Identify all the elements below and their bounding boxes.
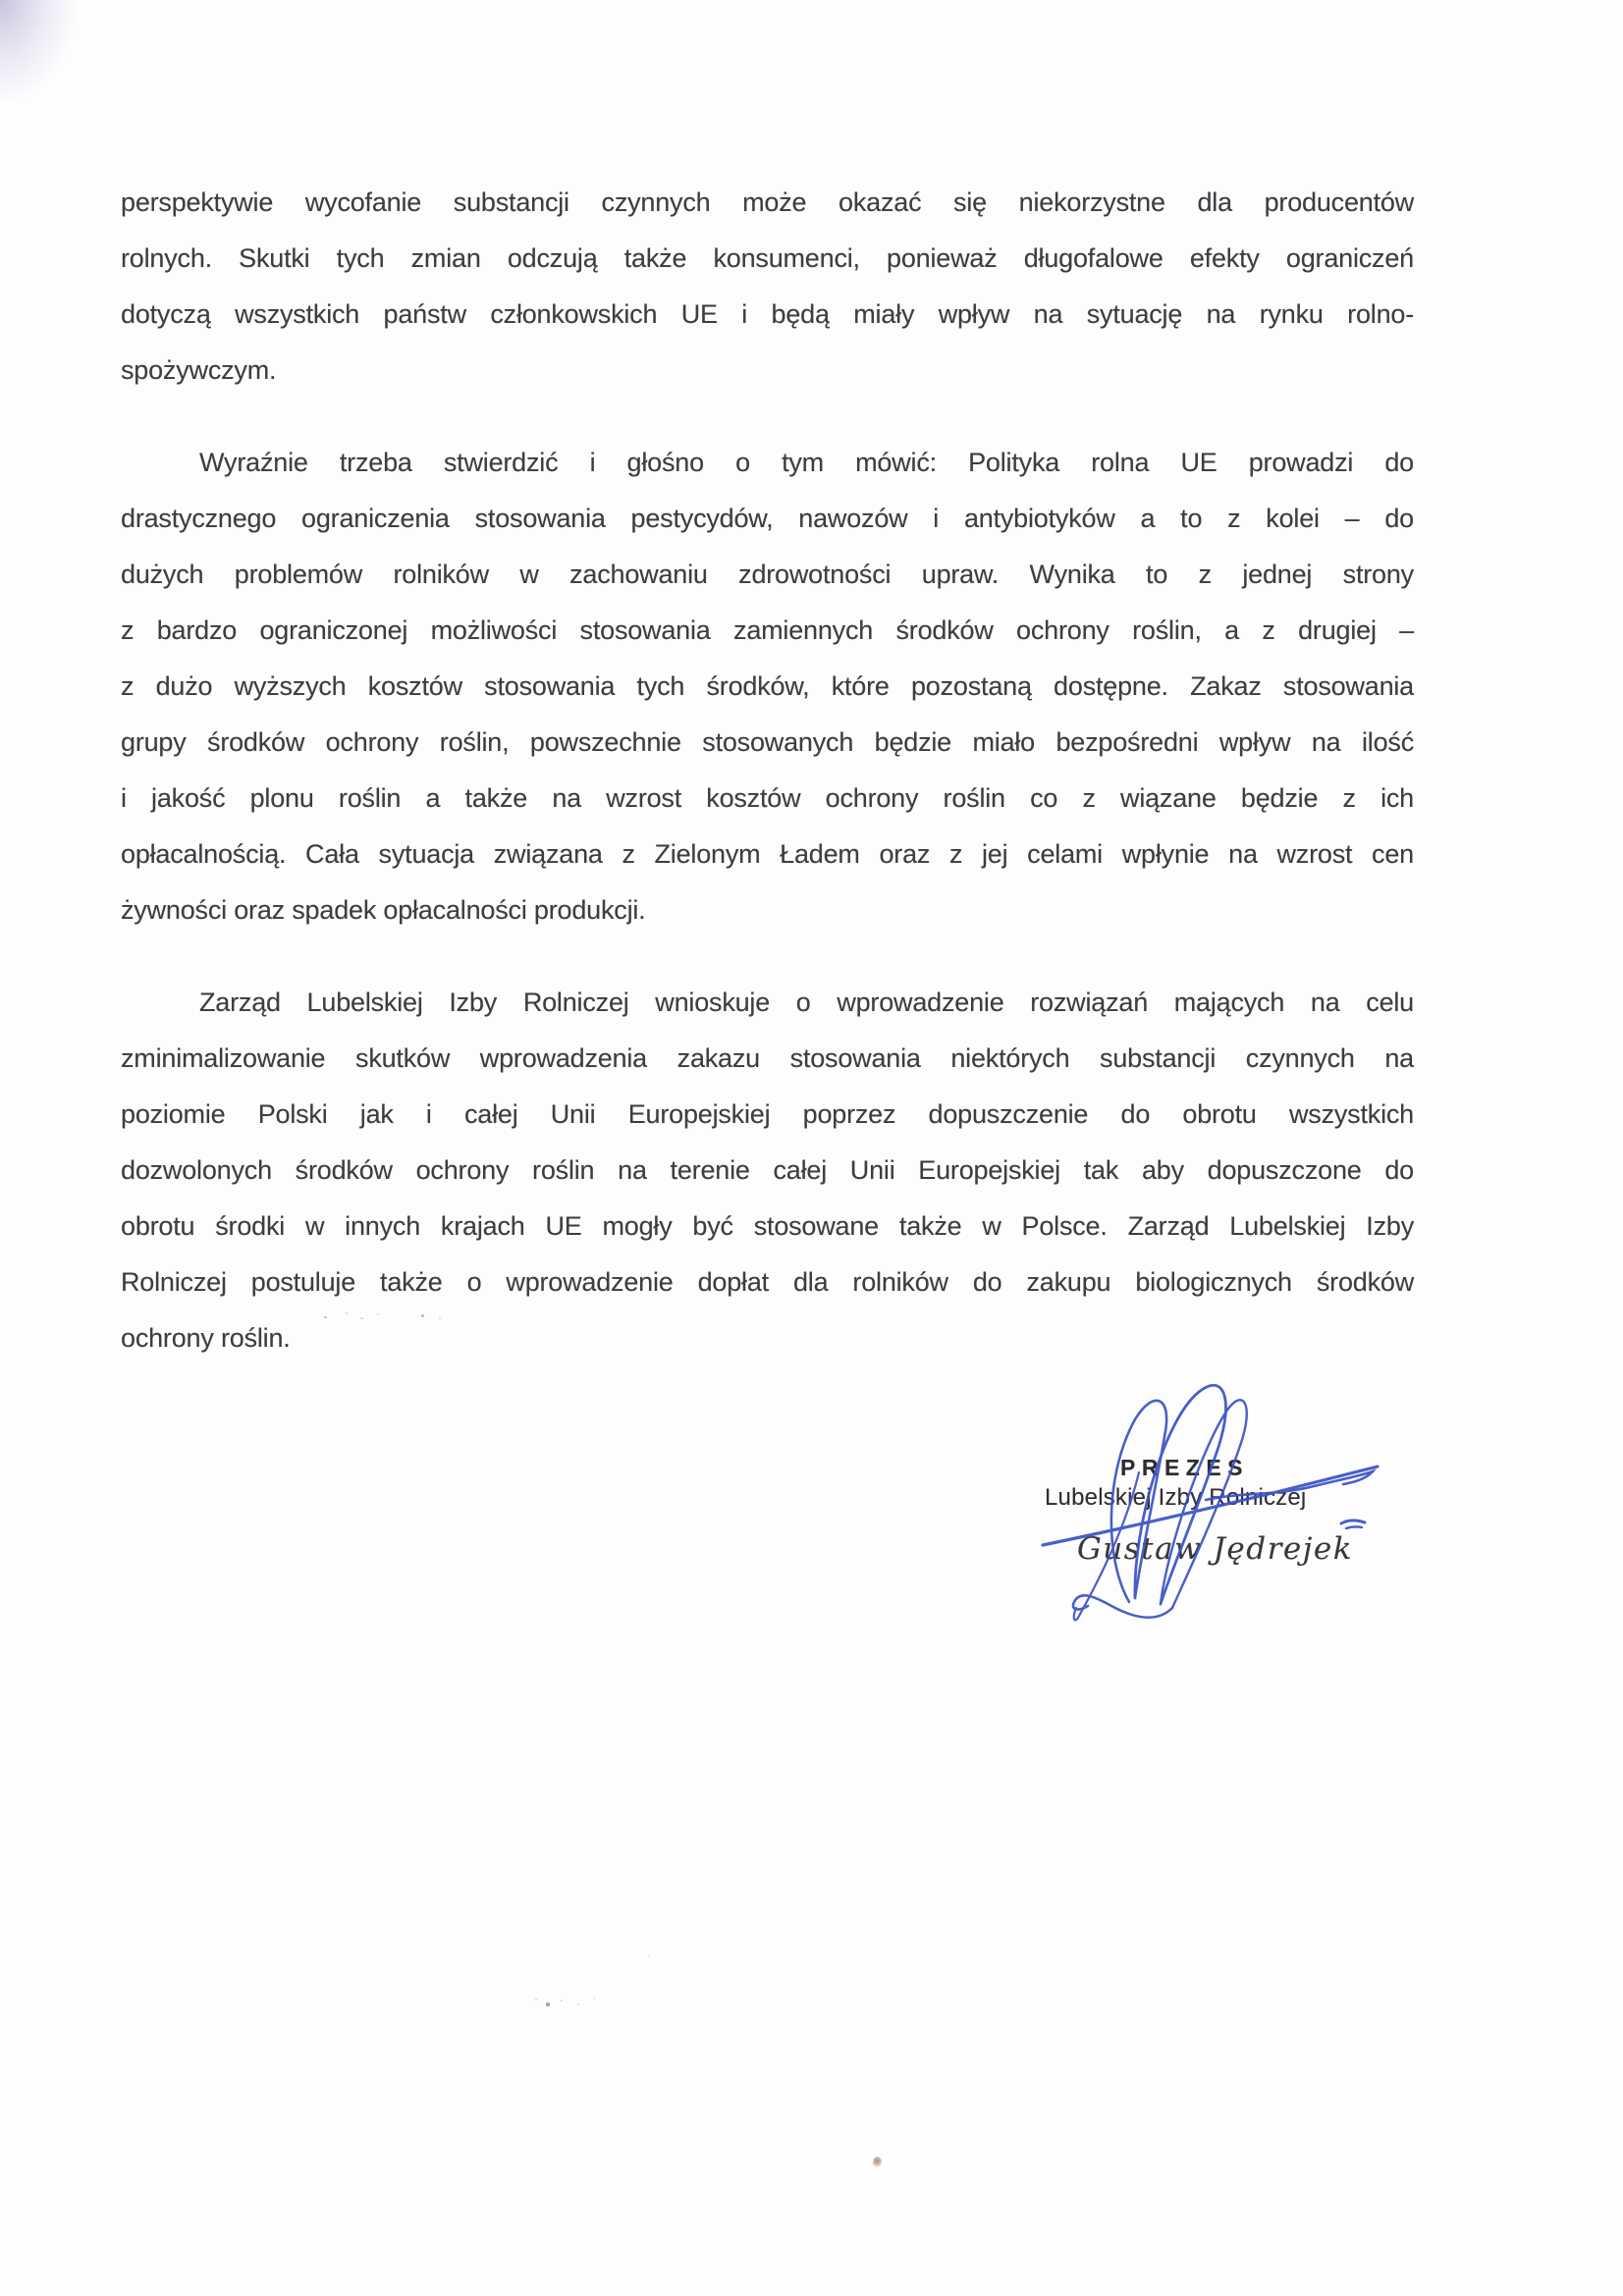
text-line: poziomie Polski jak i całej Unii Europejskiej poprzez dopuszczenie do obrotu wszystkich (121, 1099, 1414, 1129)
dust-speck (561, 2000, 563, 2002)
text-line: dozwolonych środków ochrony roślin na terenie całej Unii Europejskiej tak aby dopuszczone do (121, 1155, 1414, 1185)
text-line: Rolniczej postuluje także o wprowadzenie dopłat dla rolników do zakupu biologicznych środków (121, 1267, 1414, 1297)
signature-title: PREZES (1120, 1455, 1250, 1480)
text-line: drastycznego ograniczenia stosowania pestycydów, nawozów i antybiotyków a to z kolei – do (121, 504, 1414, 533)
text-line: opłacalnością. Cała sytuacja związana z Zielonym Ładem oraz z jej celami wpłynie na wzrost cen (121, 839, 1414, 869)
handwritten-signature-ink (982, 1355, 1434, 1669)
paper-blemish (872, 2156, 883, 2168)
text-line: grupy środków ochrony roślin, powszechnie stosowanych będzie miało bezpośredni wpływ na ilość (121, 727, 1414, 757)
dust-speck (648, 1955, 650, 1957)
scan-corner-smudge-artifact (0, 0, 77, 102)
text-line: obrotu środki w innych krajach UE mogły być stosowane także w Polsce. Zarząd Lubelskiej Izby (121, 1211, 1414, 1241)
text-line: perspektywie wycofanie substancji czynnych może okazać się niekorzystne dla producentów (121, 187, 1414, 217)
paragraph (121, 435, 1414, 938)
text-line: dotyczą wszystkich państw członkowskich UE i będą miały wpływ na sytuację na rynku rolno- (121, 299, 1414, 329)
text-line: zminimalizowanie skutków wprowadzenia zakazu stosowania niektórych substancji czynnych na (121, 1043, 1414, 1073)
text-line: dużych problemów rolników w zachowaniu zdrowotności upraw. Wynika to z jednej strony (121, 560, 1414, 589)
document-body (121, 175, 1414, 1366)
text-line: ochrony roślin. (121, 1323, 291, 1353)
paragraph (121, 175, 1414, 399)
dust-speck (546, 2002, 550, 2006)
signature-name: Gustaw Jędrejek (1077, 1531, 1353, 1567)
text-line: żywności oraz spadek opłacalności produkcji. (121, 895, 646, 925)
text-line: spożywczym. (121, 355, 277, 385)
text-line: Wyraźnie trzeba stwierdzić i głośno o tym mówić: Polityka rolna UE prowadzi do (199, 448, 1414, 477)
text-line: rolnych. Skutki tych zmian odczują także konsumenci, ponieważ długofalowe efekty ograniczeń (121, 243, 1414, 273)
text-line: z dużo wyższych kosztów stosowania tych środków, które pozostaną dostępne. Zakaz stosowania (121, 671, 1414, 701)
paragraph (121, 975, 1414, 1366)
text-line: z bardzo ograniczonej możliwości stosowania zamiennych środków ochrony roślin, a z drugiej – (121, 615, 1414, 645)
dust-speck (535, 1999, 537, 2001)
signature-organization: Lubelskiej Izby Rolniczej (1045, 1484, 1307, 1511)
dust-speck (577, 2003, 579, 2005)
dust-speck (593, 1998, 595, 2000)
text-line: Zarząd Lubelskiej Izby Rolniczej wnioskuje o wprowadzenie rozwiązań mających na celu (199, 988, 1414, 1017)
text-line: i jakość plonu roślin a także na wzrost kosztów ochrony roślin co z wiązane będzie z ich (121, 783, 1414, 813)
